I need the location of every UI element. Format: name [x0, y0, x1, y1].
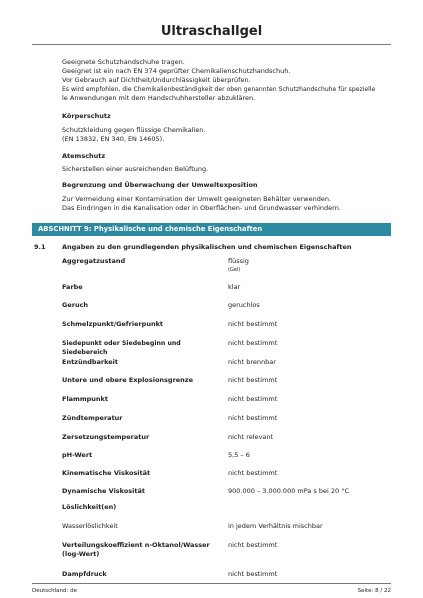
property-label: Dynamische Viskosität	[62, 487, 145, 495]
environment-heading: Begrenzung und Überwachung der Umweltexposition	[62, 181, 258, 189]
property-label: Entzündbarkeit	[62, 358, 119, 366]
property-label: Schmelzpunkt/Gefrierpunkt	[62, 320, 164, 328]
property-label: Kinematische Viskosität	[62, 469, 151, 477]
property-value: 5,5 – 6	[228, 451, 250, 459]
property-label: Aggregatzustand	[62, 257, 126, 265]
property-value: nicht bestimmt	[228, 395, 278, 403]
property-value: nicht bestimmt	[228, 570, 278, 578]
respiratory-line: Sicherstellen einer ausreichenden Belüftung.	[62, 165, 209, 173]
property-label: Zersetzungstemperatur	[62, 433, 150, 441]
environment-line: Zur Vermeidung einer Kontamination der Umwelt geeigneten Behälter verwenden.	[62, 195, 332, 203]
property-value: nicht bestimmt	[228, 541, 278, 549]
header-divider	[32, 44, 391, 45]
property-sub: (Gel)	[228, 267, 241, 273]
property-value: geruchlos	[228, 301, 260, 309]
page-title: Ultraschallgel	[160, 24, 263, 39]
property-label: Farbe	[62, 283, 83, 291]
section-9-title: ABSCHNITT 9: Physikalische und chemische Eigenschaften	[38, 225, 263, 233]
section-9-band	[32, 223, 391, 236]
property-value: nicht bestimmt	[228, 320, 278, 328]
property-label: Wasserlöslichkeit	[62, 522, 118, 530]
subsection-number: 9.1	[34, 243, 46, 251]
property-value: in jedem Verhältnis mischbar	[228, 522, 323, 530]
body-protection-line: Schutzkleidung gegen flüssige Chemikalien.	[62, 126, 206, 134]
property-value: 900.000 – 3.000.000 mPa s bei 20 °C	[228, 487, 349, 495]
property-value: nicht brennbar	[228, 358, 276, 366]
respiratory-heading: Atemschutz	[62, 152, 106, 160]
property-label: pH-Wert	[62, 451, 93, 459]
property-value: klar	[228, 283, 241, 291]
footer-country: Deutschland: de	[32, 588, 77, 594]
subsection-title: Angaben zu den grundlegenden physikalischen und chemischen Eigenschaften	[62, 243, 352, 251]
environment-line: Das Eindringen in die Kanalisation oder in Oberflächen- und Grundwasser verhindern.	[62, 204, 341, 212]
property-value: nicht bestimmt	[228, 376, 278, 384]
gloves-line: Geeignete Schutzhandschuhe tragen.	[62, 58, 185, 66]
property-value: nicht relevant	[228, 433, 274, 441]
property-label: Dampfdruck	[62, 570, 107, 578]
property-value: nicht bestimmt	[228, 414, 278, 422]
gloves-line: Geeignet ist ein nach EN 374 geprüfter Chemikalienschutzhandschuh.	[62, 67, 291, 75]
property-label: Untere und obere Explosionsgrenze	[62, 376, 193, 384]
footer-page-number: Seite: 8 / 22	[357, 588, 391, 594]
gloves-line: le Anwendungen mit dem Handschuhhersteller abzuklären.	[62, 94, 256, 102]
body-protection-heading: Körperschutz	[62, 112, 111, 120]
property-label: Zündtemperatur	[62, 414, 123, 422]
footer-divider	[32, 583, 391, 584]
property-label: Siedepunkt oder Siedebeginn und Siedebereich	[62, 340, 181, 356]
property-value: nicht bestimmt	[228, 339, 278, 347]
body-protection-line: (EN 13832, EN 340, EN 14605).	[62, 135, 165, 143]
property-label: Verteilungskoeffizient n-Oktanol/Wasser (log-Wert)	[62, 541, 210, 558]
property-value: flüssig	[228, 257, 249, 265]
property-label: Flammpunkt	[62, 395, 108, 403]
property-label: Löslichkeit(en)	[62, 503, 117, 511]
property-value: nicht bestimmt	[228, 469, 278, 477]
gloves-line: Vor Gebrauch auf Dichtheit/Undurchlässigkeit überprüfen.	[62, 76, 251, 84]
gloves-line: Es wird empfohlen, die Chemikalienbeständigkeit der oben genannten Schutzhandschuhe für spezielle	[62, 86, 376, 93]
property-label: Geruch	[62, 301, 89, 309]
